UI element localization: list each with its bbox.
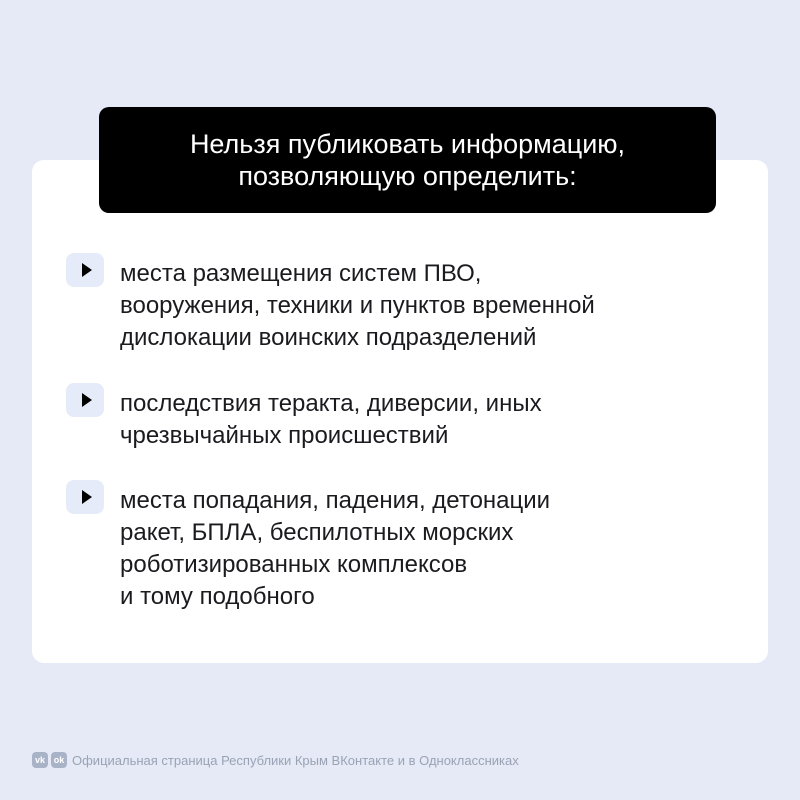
list-item-line: и тому подобного bbox=[120, 583, 315, 610]
ok-icon[interactable]: ok bbox=[51, 752, 67, 768]
list-item-line: роботизированных комплексов bbox=[120, 551, 468, 578]
play-bullet-icon bbox=[66, 480, 104, 514]
list-item-text bbox=[120, 388, 542, 452]
footer bbox=[32, 752, 519, 768]
list-item-line: дислокации воинских подразделений bbox=[120, 324, 537, 351]
header-line: позволяющую определить: bbox=[238, 161, 577, 191]
list-item-line: места попадания, падения, детонации bbox=[120, 487, 551, 514]
header-line: Нельзя публиковать информацию, bbox=[189, 129, 626, 159]
list-item-line: вооружения, техники и пунктов временной bbox=[120, 292, 595, 319]
vk-icon[interactable]: vk bbox=[32, 752, 48, 768]
list-item bbox=[66, 258, 595, 354]
list-item-line: ракет, БПЛА, беспилотных морских bbox=[120, 519, 514, 546]
list-item-text bbox=[120, 485, 550, 613]
list-item bbox=[66, 388, 542, 452]
list-item-line: места размещения систем ПВО, bbox=[120, 260, 482, 287]
list-item-line: последствия теракта, диверсии, иных bbox=[120, 390, 542, 417]
play-bullet-icon bbox=[66, 253, 104, 287]
footer-text: Официальная страница Республики Крым ВКонтакте и в Одноклассниках bbox=[72, 752, 519, 768]
list-item bbox=[66, 485, 550, 613]
list-item-text bbox=[120, 258, 595, 354]
play-bullet-icon bbox=[66, 383, 104, 417]
header-banner bbox=[99, 107, 716, 213]
header-title bbox=[190, 128, 625, 192]
list-item-line: чрезвычайных происшествий bbox=[120, 422, 449, 449]
